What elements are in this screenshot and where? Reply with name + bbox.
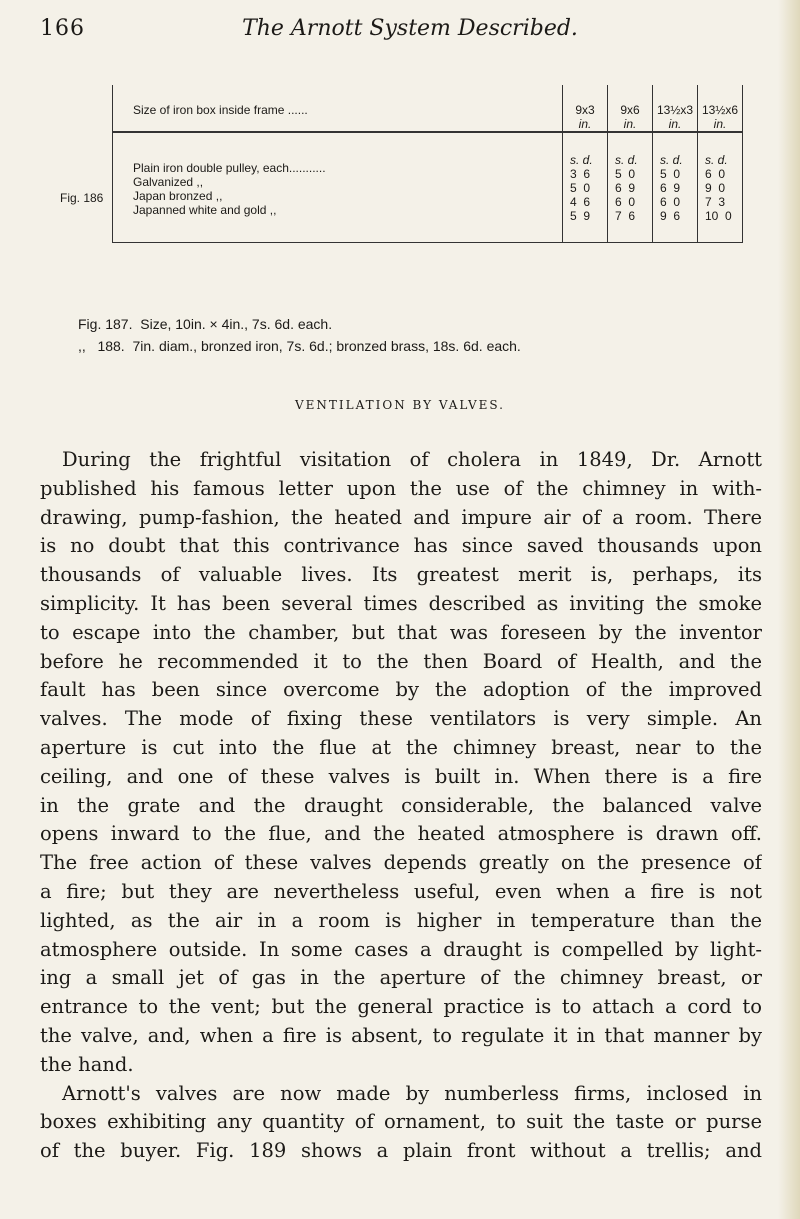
size-col-4 (698, 85, 743, 132)
text-line: During the frightful visitation of cholera in 1849, Dr. Arnott (62, 448, 762, 471)
fig-label: Fig. 186 (60, 191, 104, 205)
text-line: thousands of valuable lives. Its greatest merit is, perhaps, its (40, 563, 762, 587)
text-line: in the grate and the draught considerable, the balanced valve (40, 793, 762, 817)
table-header-row (60, 85, 743, 132)
text-line: atmosphere outside. In some cases a draught is compelled by light- (40, 937, 762, 961)
price: 6 0 (660, 195, 681, 209)
text-line: the hand. (40, 1052, 134, 1076)
price: 10 0 (705, 209, 732, 223)
price: 6 9 (660, 181, 681, 195)
money-header: s. d. (615, 153, 638, 167)
price: 7 6 (615, 209, 636, 223)
text-line: to escape into the chamber, but that was foreseen by the inventor (40, 620, 762, 644)
price-col-4 (698, 132, 743, 242)
text-line: The free action of these valves depends greatly on the presence of (40, 851, 762, 875)
price: 5 0 (570, 181, 591, 195)
item-label: Galvanized ,, (133, 175, 204, 189)
text-line: is no doubt that this contrivance has since saved thousands upon (40, 534, 762, 558)
size-col-3 (653, 85, 698, 132)
table-body-row (60, 132, 743, 242)
text-line: simplicity. It has been several times described as inviting the smoke (40, 591, 762, 615)
size-col-1 (563, 85, 608, 132)
item-label: Japan bronzed ,, (133, 189, 223, 203)
price: 9 0 (705, 181, 726, 195)
text-line: published his famous letter upon the use of the chimney in with- (40, 476, 762, 500)
text-line: of the buyer. Fig. 189 shows a plain front without a trellis; and (40, 1139, 762, 1163)
figure-notes (78, 313, 521, 357)
money-header: s. d. (660, 153, 683, 167)
text-line: Arnott's valves are now made by numberless firms, inclosed in (62, 1081, 762, 1105)
item-label: Japanned white and gold ,, (133, 203, 277, 217)
size-value: 13½x6 (701, 103, 739, 117)
text-line: lighted, as the air in a room is higher in temperature than the (40, 908, 762, 932)
text-line: drawing, pump-fashion, the heated and impure air of a room. There (40, 505, 762, 529)
price: 6 0 (615, 195, 636, 209)
size-col-2 (608, 85, 653, 132)
item-label: Plain iron double pulley, each........... (133, 161, 326, 175)
size-value: 9x3 (575, 103, 595, 117)
price: 6 0 (705, 167, 726, 181)
price: 4 6 (570, 195, 591, 209)
price: 5 0 (615, 167, 636, 181)
price: 3 6 (570, 167, 591, 181)
text-line: before he recommended it to the then Board of Health, and the (40, 649, 762, 673)
price: 5 0 (660, 167, 681, 181)
text-line: valves. The mode of fixing these ventilators is very simple. An (40, 707, 762, 731)
running-head (40, 16, 780, 46)
price: 9 6 (660, 209, 681, 223)
fig-note-187: Fig. 187. Size, 10in. × 4in., 7s. 6d. each. (78, 316, 333, 332)
price-col-3 (653, 132, 698, 242)
text-line: entrance to the vent; but the general practice is to attach a cord to (40, 995, 762, 1019)
size-value: 13½x3 (656, 103, 694, 117)
price-col-2 (608, 132, 653, 242)
text-line: opens inward to the flue, and the heated atmosphere is drawn off. (40, 822, 762, 846)
size-unit: in. (713, 117, 727, 131)
text-line: ceiling, and one of these valves is built in. When there is a fire (40, 764, 762, 788)
item-descriptions (113, 132, 563, 242)
text-line: a fire; but they are nevertheless useful, even when a fire is not (40, 879, 762, 903)
size-header: Size of iron box inside frame ...... (113, 85, 563, 132)
running-title: The Arnott System Described. (242, 16, 578, 41)
price-table (60, 85, 743, 243)
money-header: s. d. (570, 153, 593, 167)
section-title: VENTILATION BY VALVES. (295, 398, 505, 412)
text-line: aperture is cut into the flue at the chimney breast, near to the (40, 735, 762, 759)
price: 5 9 (570, 209, 591, 223)
size-unit: in. (578, 117, 592, 131)
size-unit: in. (668, 117, 682, 131)
page-edge-shadow (778, 0, 800, 1219)
page-number: 166 (40, 16, 85, 41)
price-col-1 (563, 132, 608, 242)
size-unit: in. (623, 117, 637, 131)
body-text (40, 446, 762, 1166)
fig-note-188: ,, 188. 7in. diam., bronzed iron, 7s. 6d.; bronzed brass, 18s. 6d. each. (78, 338, 521, 354)
text-line: the valve, and, when a fire is absent, to regulate it in that manner by (40, 1023, 762, 1047)
size-value: 9x6 (620, 103, 640, 117)
price: 6 9 (615, 181, 636, 195)
text-line: fault has been since overcome by the adoption of the improved (40, 678, 762, 702)
price: 7 3 (705, 195, 726, 209)
money-header: s. d. (705, 153, 728, 167)
text-line: boxes exhibiting any quantity of ornament, to suit the taste or purse (40, 1110, 762, 1134)
text-line: ing a small jet of gas in the aperture of the chimney breast, or (40, 966, 762, 990)
